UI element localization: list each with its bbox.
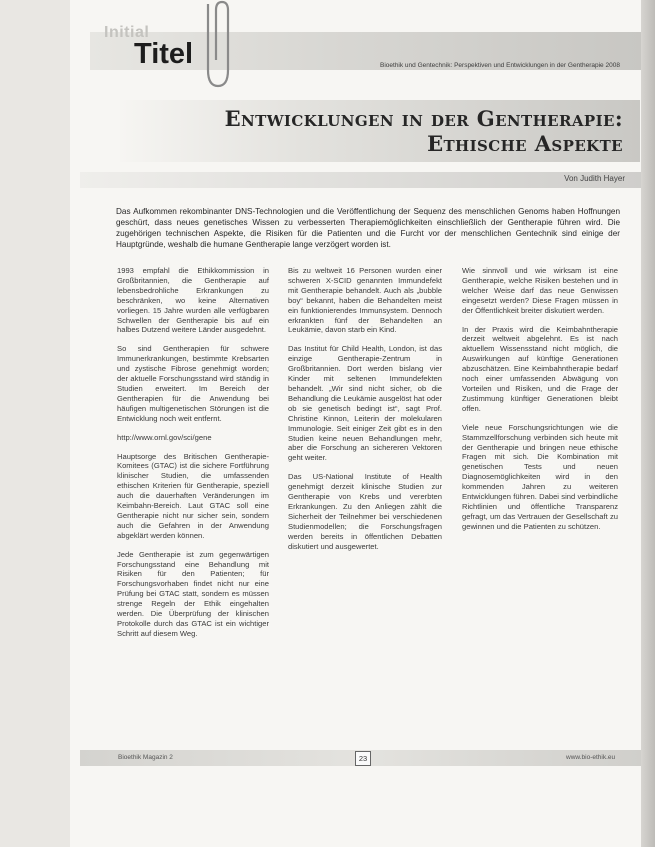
headline-line-2: Ethische Aspekte [427, 131, 623, 156]
paragraph: Bis zu weltweit 16 Personen wurden einer schweren X-SCID genannten Immundefekt mit Gentherapie behandelt. Auch als „bubble boy“ bekannt, haben die Behandelten meist ein funktionierendes Immunsystem. Dennoch erkrankten fünf der Behandelten an Leukämie, davon starb ein Kind. [288, 266, 442, 335]
headline-line-1: Entwicklungen in der Gentherapie: [224, 106, 623, 131]
page-number: 23 [355, 751, 371, 766]
paragraph: Wie sinnvoll und wie wirksam ist eine Gentherapie, welche Risiken bestehen und in welcher Weise darf das neue Genwissen eingesetzt werden? Diese Fragen müssen in der Öffentlichkeit breiter diskutiert werden. [462, 266, 618, 315]
footer-publication: Bioethik Magazin 2 [118, 754, 173, 761]
column-3 [462, 266, 618, 541]
lead-paragraph: Das Aufkommen rekombinanter DNS-Technologien und die Veröffentlichung der Sequenz des menschlichen Genoms haben Hoffnungen geschürt, dass neues genetisches Wissen zu verbesserten Therapiemöglichkeiten einschließlich der Gentherapie führen wird. Die zugehörigen technischen Aspekte, die Risiken für die Patienten und die Furcht vor der menschlichen Gentechnik sind einige der Hauptgründe, weshalb die humane Gentherapie lange verzögert worden ist. [116, 207, 620, 249]
paragraph: So sind Gentherapien für schwere Immunerkrankungen, bestimmte Krebsarten und zystische Fibrose genehmigt worden; der aktuelle Forschungsstand wird ständig in Studien erweitert. Im Bereich der Gentherapien für die Anwendung bei häufigen multigenetischen Störungen ist die Entwicklung noch weit entfernt. [117, 344, 269, 423]
paragraph: Das US-National Institute of Health genehmigt derzeit klinische Studien zur Gentherapie von Krebs und vererbten Erkrankungen. Zu den Anliegen zählt die Sicherheit der Teilnehmer bei verschiedenen Studienmodellen; die Forschungsfragen werden bereits in öffentlichen Debatten diskutiert und ausgewertet. [288, 472, 442, 551]
banner-caption: Bioethik und Gentechnik: Perspektiven und Entwicklungen in der Gentherapie 2008 [380, 62, 620, 69]
footer-url[interactable]: www.bio-ethik.eu [566, 754, 616, 761]
article-headline [225, 106, 623, 156]
author-bar [80, 172, 641, 188]
reference-link[interactable]: http://www.ornl.gov/sci/gene [117, 432, 212, 442]
paperclip-icon [196, 0, 232, 92]
author-byline: Von Judith Hayer [564, 174, 625, 183]
column-1 [117, 266, 269, 648]
scan-edge [641, 0, 655, 847]
section-title: Titel [134, 38, 194, 70]
column-2 [288, 266, 442, 560]
section-superscript: Initial [104, 24, 150, 41]
paragraph: Das Institut für Child Health, London, ist das einzige Gentherapie-Zentrum in Großbritannien. Dort werden bislang vier Kinder mit seltenen Immundefekten behandelt. „Wir sind nicht sicher, ob die Behandlung die Leukämie ausgelöst hat oder ob sie genetisch bedingt ist“, sagt Prof. Christine Kinnon, Leiterin der molekularen Immunologie. Seit einiger Zeit gibt es in den Studien keine neuen Behandlungen mehr, aber die Forschung an sichereren Vektoren geht weiter. [288, 344, 442, 463]
paragraph: Jede Gentherapie ist zum gegenwärtigen Forschungsstand eine Behandlung mit Risiken für den Patienten; für Forschungsvorhaben findet nicht nur eine Prüfung bei GTAC statt, sondern es müssen strenge Regeln der Ethik eingehalten werden. Die Überprüfung der klinischen Protokolle durch das GTAC ist ein wichtiger Schritt auf diesem Weg. [117, 549, 269, 638]
paragraph: Viele neue Forschungsrichtungen wie die Stammzellforschung verbinden sich heute mit der Gentherapie und bringen neue ethische Fragen mit sich. Die Kombination mit genetischen Tests und neuen Diagnosemöglichkeiten wird in den kommenden Jahren zu weiteren Entwicklungen führen. Dabei sind verbindliche Richtlinien und öffentliche Transparenz gefragt, um das Vertrauen der Gesellschaft zu gewinnen und die Patienten zu schützen. [462, 422, 618, 531]
paragraph: In der Praxis wird die Keimbahntherapie derzeit weltweit abgelehnt. Es ist nach aktuellem Wissensstand nicht möglich, die Auswirkungen auf künftige Generationen abzuschätzen. Eine Keimbahntherapie bedarf noch einer umfassenden Abwägung von Vorteilen und Risiken, und die Frage der Zustimmung künftiger Generationen bleibt offen. [462, 324, 618, 413]
paragraph: Hauptsorge des Britischen Gentherapie-Komitees (GTAC) ist die sichere Fortführung klinischer Studien, die umfassenden ethischen Kriterien für Gentherapie, speziell auch die dauerhaften Veränderungen im Keimbahn-Bereich. Laut GTAC soll eine Gentherapie nicht nur sicher sein, sondern auch die Gefahren in der Anwendung abgeklärt werden können. [117, 451, 269, 540]
paragraph: 1993 empfahl die Ethikkommission in Großbritannien, die Gentherapie auf lebensbedrohliche Erkrankungen zu beschränken, wo keine Alternativen vorliegen. 15 Jahre wurden alle verfügbaren Schwellen der Gentherapie bis auf ein halbes Dutzend weitere Länder ausgedehnt. [117, 266, 269, 335]
